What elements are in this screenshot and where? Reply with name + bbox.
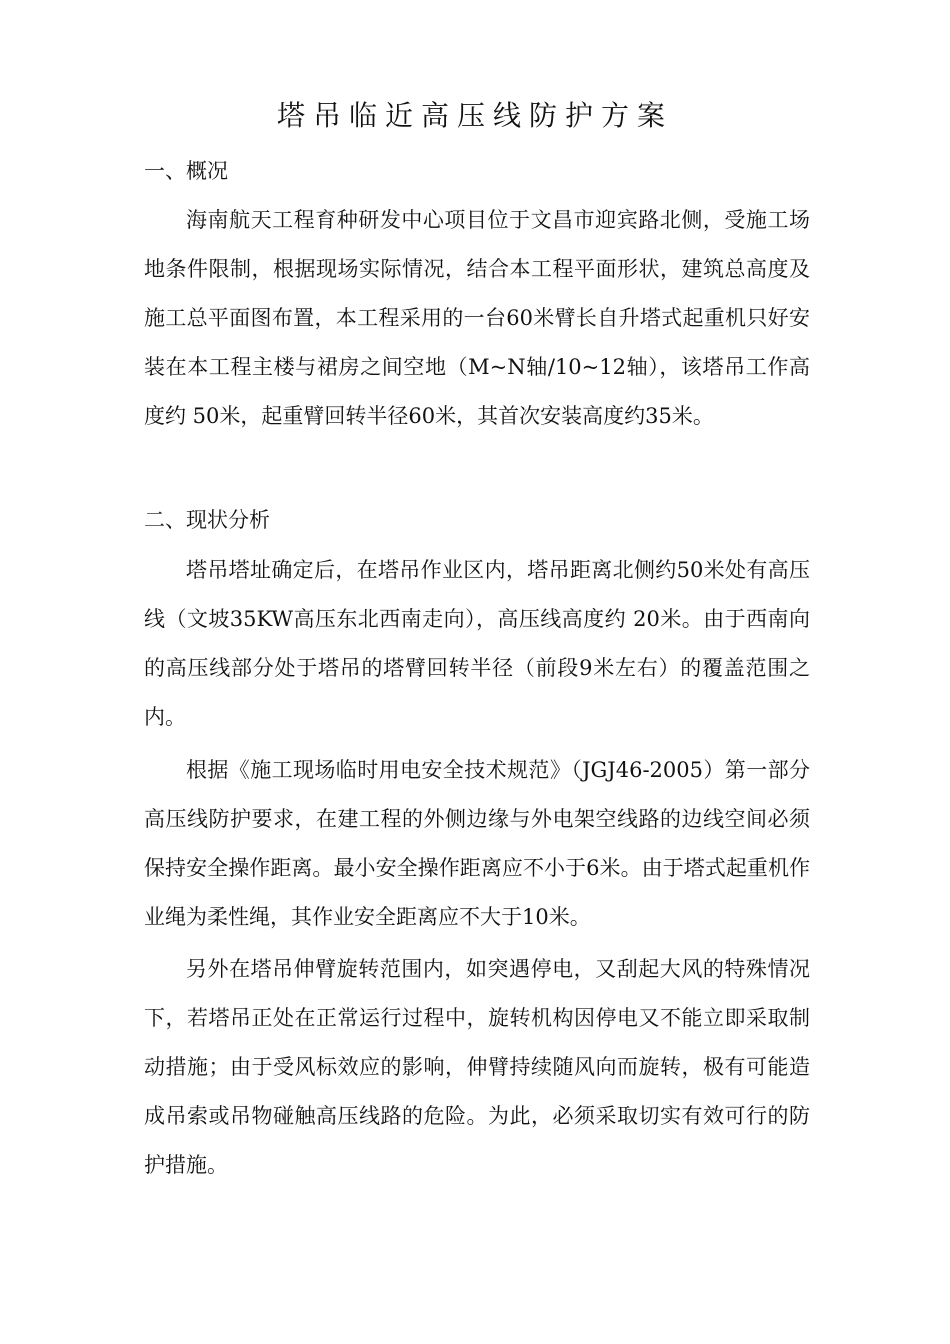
paragraph-status-analysis-2: 根据《施工现场临时用电安全技术规范》（JGJ46-2005）第一部分高压线防护要求，在建工程的外侧边缘与外电架空线路的边线空间必须保持安全操作距离。最小安全操作距离应不小于6米。由于塔式起重机作业绳为柔性绳，其作业安全距离应不大于10米。 — [144, 758, 810, 929]
document-title: 塔吊临近高压线防护方案 — [276, 99, 673, 132]
section-heading-status-analysis: 二、现状分析 — [144, 508, 270, 532]
paragraph-status-analysis-1: 塔吊塔址确定后，在塔吊作业区内，塔吊距离北侧约50米处有高压线（文坡35KW高压东北西南走向），高压线高度约 20米。由于西南向的高压线部分处于塔吊的塔臂回转半径（前段9米左右）的覆盖范围之内。 — [144, 558, 810, 729]
paragraph-overview: 海南航天工程育种研发中心项目位于文昌市迎宾路北侧，受施工场地条件限制，根据现场实际情况，结合本工程平面形状，建筑总高度及施工总平面图布置，本工程采用的一台60米臂长自升塔式起重机只好安装在本工程主楼与裙房之间空地（M~N轴/10~12轴），该塔吊工作高度约 50米，起重臂回转半径60米，其首次安装高度约35米。 — [144, 208, 810, 428]
paragraph-status-analysis-3: 另外在塔吊伸臂旋转范围内，如突遇停电，又刮起大风的特殊情况下，若塔吊正处在正常运行过程中，旋转机构因停电又不能立即采取制动措施；由于受风标效应的影响，伸臂持续随风向而旋转，极有可能造成吊索或吊物碰触高压线路的危险。为此，必须采取切实有效可行的防护措施。 — [144, 957, 810, 1177]
section-heading-overview: 一、概况 — [144, 159, 228, 183]
